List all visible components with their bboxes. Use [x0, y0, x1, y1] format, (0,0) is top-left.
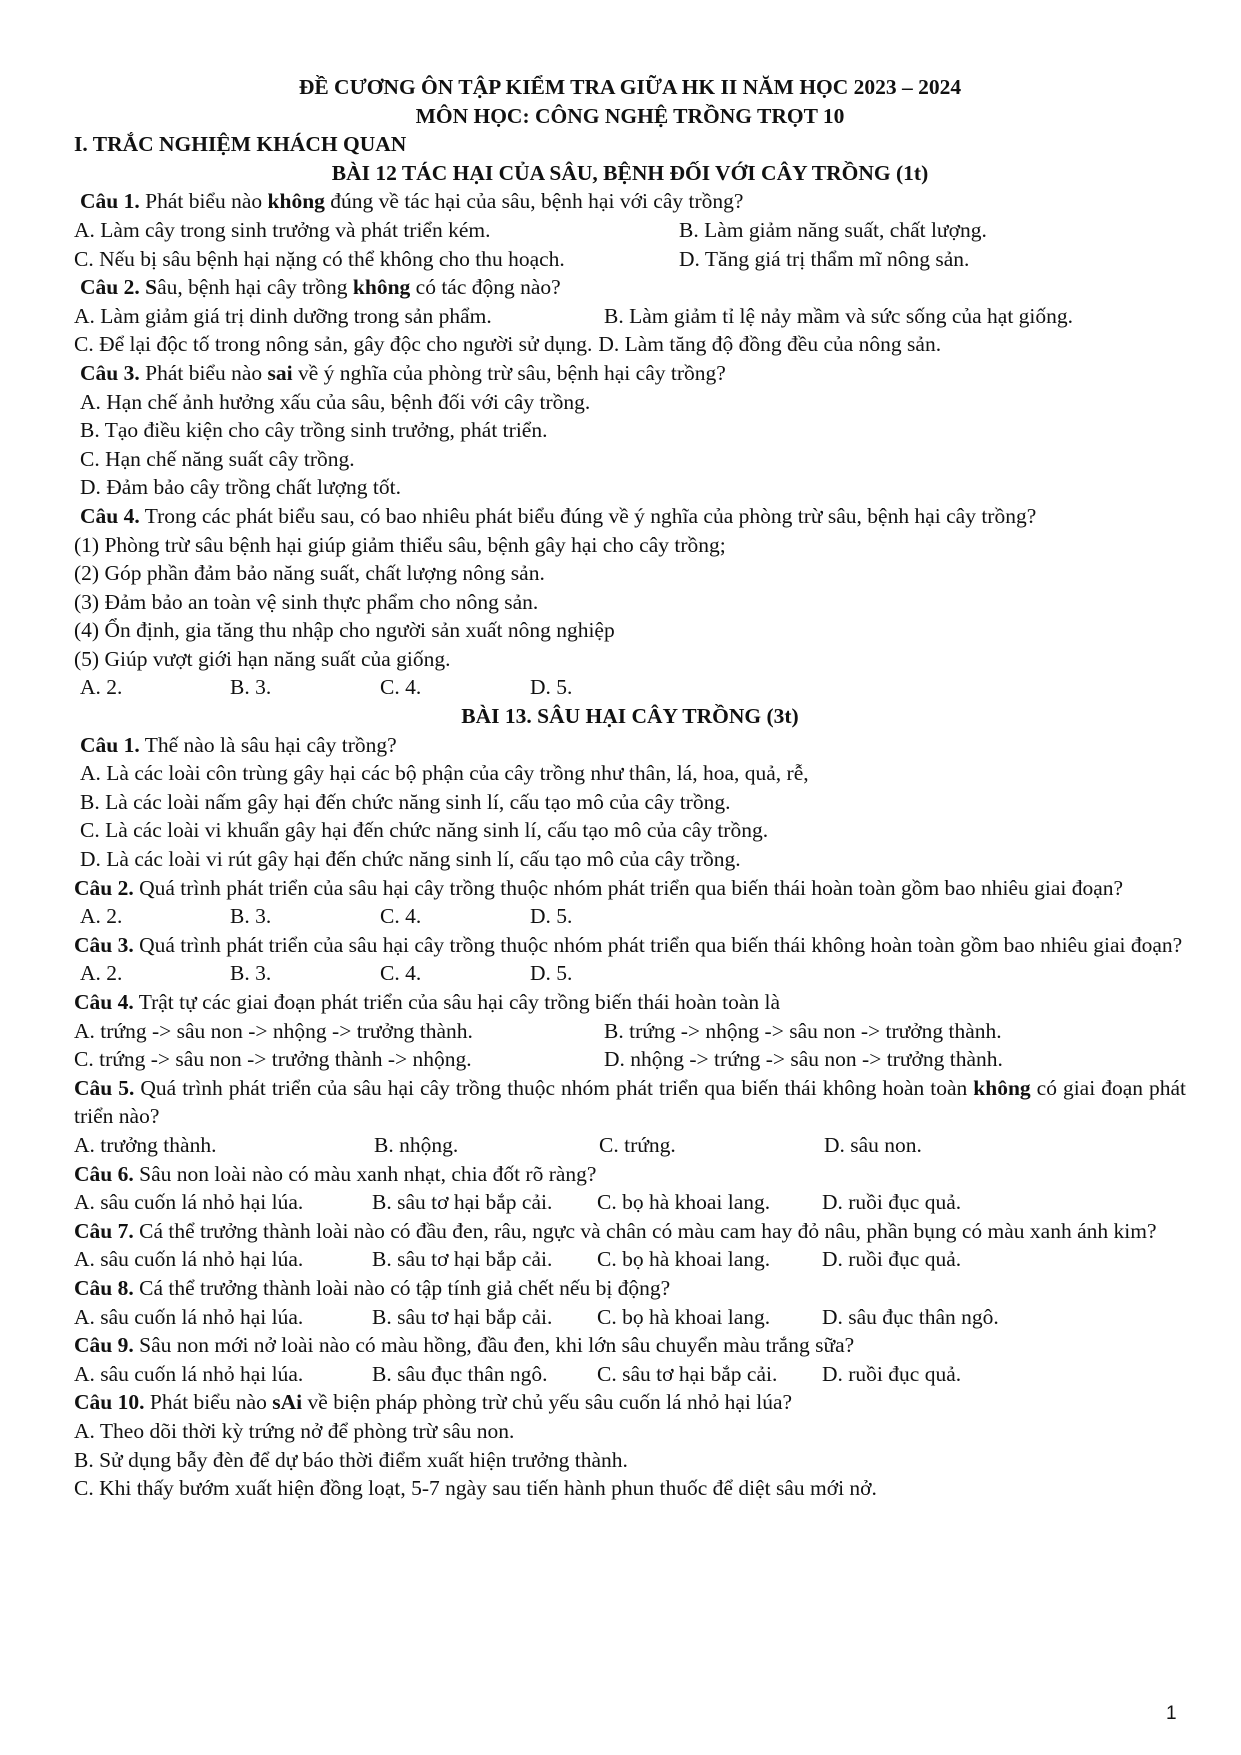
question-label: Câu 3.: [80, 360, 140, 385]
question-label: Câu 6.: [74, 1161, 134, 1186]
question-stem: Câu 3. Phát biểu nào sai về ý nghĩa của phòng trừ sâu, bệnh hại cây trồng?: [80, 360, 726, 385]
answer-row: [74, 245, 1186, 274]
answer-option: A. Hạn chế ảnh hưởng xấu của sâu, bệnh đối với cây trồng.: [80, 389, 591, 414]
answer-row: [74, 1131, 1186, 1160]
question-label: Câu 4.: [74, 990, 134, 1014]
question-label: Câu 1.: [80, 732, 140, 757]
answer-option: C. 4.: [380, 904, 422, 929]
subject-title: MÔN HỌC: CÔNG NGHỆ TRỒNG TRỌT 10: [415, 103, 845, 128]
question-label: Câu 1.: [80, 189, 140, 214]
answer-option: D. 5.: [530, 675, 573, 700]
question-label: Câu 2.: [74, 875, 134, 900]
document-title: ĐỀ CƯƠNG ÔN TẬP KIỂM TRA GIỮA HK II NĂM HỌC 2023 – 2024: [298, 75, 962, 99]
emphasis: không: [973, 1075, 1031, 1100]
question-label: Câu 10.: [74, 1390, 145, 1415]
answer-option: C. Là các loài vi khuẩn gây hại đến chức năng sinh lí, cấu tạo mô của cây trồng.: [80, 818, 769, 843]
answer-option: D. Làm tăng độ đồng đều của nông sản.: [598, 332, 942, 357]
lesson-12-heading: BÀI 12 TÁC HẠI CỦA SÂU, BỆNH ĐỐI VỚI CÂY TRỒNG (1t): [331, 160, 929, 185]
emphasis: không: [267, 189, 325, 214]
statement: (4) Ổn định, gia tăng thu nhập cho người sản xuất nông nghiệp: [74, 618, 615, 643]
answer-option: C. sâu tơ hại bắp cải.: [597, 1361, 778, 1386]
answer-option: A. 2.: [80, 961, 123, 986]
question-label: Câu 7.: [74, 1218, 134, 1243]
answer-option: C. Để lại độc tố trong nông sản, gây độc cho người sử dụng.: [74, 332, 593, 357]
question-stem: Câu 2. Quá trình phát triển của sâu hại cây trồng thuộc nhóm phát triển qua biến thái hoàn toàn gồm bao nhiêu giai đoạn?: [74, 875, 1124, 900]
page-number: 1: [1166, 1703, 1177, 1724]
answer-row: [74, 302, 1186, 331]
answer-option: D. 5.: [530, 961, 573, 986]
answer-option: B. 3.: [230, 961, 272, 986]
answer-option: B. sâu tơ hại bắp cải.: [372, 1247, 553, 1272]
page-content: [74, 73, 1186, 1503]
answer-option: B. Tạo điều kiện cho cây trồng sinh trưởng, phát triển.: [80, 418, 548, 443]
statement: (3) Đảm bảo an toàn vệ sinh thực phẩm cho nông sản.: [74, 589, 539, 614]
answer-option: B. 3.: [230, 675, 272, 700]
answer-option: C. Nếu bị sâu bệnh hại nặng có thể không cho thu hoạch.: [74, 246, 565, 271]
answer-option: B. Sử dụng bẫy đèn để dự báo thời điểm xuất hiện trưởng thành.: [74, 1447, 628, 1472]
question-label: Câu 4.: [80, 503, 140, 528]
question-stem: Câu 5. Quá trình phát triển của sâu hại cây trồng thuộc nhóm phát triển qua biến thái không hoàn toàn không có giai đoạn phát triển nào?: [74, 1075, 1187, 1129]
statement: (1) Phòng trừ sâu bệnh hại giúp giảm thiểu sâu, bệnh gây hại cho cây trồng;: [74, 532, 726, 557]
answer-option: D. sâu non.: [824, 1132, 922, 1157]
emphasis: sAi: [272, 1390, 303, 1415]
answer-option: B. nhộng.: [374, 1132, 459, 1157]
answer-option: C. bọ hà khoai lang.: [597, 1304, 771, 1329]
answer-option: A. sâu cuốn lá nhỏ hại lúa.: [74, 1304, 304, 1329]
answer-row: [74, 1303, 1186, 1332]
answer-option: C. Hạn chế năng suất cây trồng.: [80, 446, 355, 471]
answer-option: A. 2.: [80, 675, 123, 700]
answer-option: D. Là các loài vi rút gây hại đến chức năng sinh lí, cấu tạo mô của cây trồng.: [80, 847, 741, 872]
answer-row: [74, 959, 1186, 988]
statement: (2) Góp phần đảm bảo năng suất, chất lượng nông sản.: [74, 561, 545, 586]
answer-option: B. Làm giảm tỉ lệ nảy mầm và sức sống của hạt giống.: [604, 303, 1074, 328]
answer-option: D. 5.: [530, 904, 573, 929]
question-stem: Câu 3. Quá trình phát triển của sâu hại cây trồng thuộc nhóm phát triển qua biến thái không hoàn toàn gồm bao nhiêu giai đoạn?: [74, 932, 1183, 957]
answer-option: B. sâu tơ hại bắp cải.: [372, 1190, 553, 1215]
answer-option: D. sâu đục thân ngô.: [822, 1304, 999, 1329]
answer-option: D. nhộng -> trứng -> sâu non -> trưởng thành.: [604, 1047, 1003, 1072]
answer-row: [74, 1017, 1186, 1046]
question-stem: Câu 1. Thế nào là sâu hại cây trồng?: [80, 732, 397, 757]
answer-option: A. sâu cuốn lá nhỏ hại lúa.: [74, 1247, 304, 1272]
question-stem: Câu 10. Phát biểu nào sAi về biện pháp phòng trừ chủ yếu sâu cuốn lá nhỏ hại lúa?: [74, 1390, 793, 1415]
answer-option: C. 4.: [380, 961, 422, 986]
question-label: Câu 8.: [74, 1275, 134, 1300]
answer-option: B. trứng -> nhộng -> sâu non -> trưởng thành.: [604, 1018, 1002, 1043]
answer-option: B. Là các loài nấm gây hại đến chức năng sinh lí, cấu tạo mô của cây trồng.: [80, 789, 731, 814]
emphasis: không: [352, 275, 411, 300]
answer-option: D. Đảm bảo cây trồng chất lượng tốt.: [80, 475, 401, 500]
question-stem: Câu 4. Trật tự các giai đoạn phát triển của sâu hại cây trồng biến thái hoàn toàn là: [74, 990, 781, 1014]
answer-option: D. ruồi đục quả.: [822, 1247, 962, 1272]
question-stem: Câu 6. Sâu non loài nào có màu xanh nhạt, chia đốt rõ ràng?: [74, 1161, 597, 1186]
answer-option: B. 3.: [230, 904, 272, 929]
answer-row: [74, 1245, 1186, 1274]
question-label: Câu 3.: [74, 932, 134, 957]
answer-row: [74, 902, 1186, 931]
emphasis: sai: [267, 360, 293, 385]
answer-row: [74, 1188, 1186, 1217]
question-stem: Câu 2. Sâu, bệnh hại cây trồng không có tác động nào?: [80, 275, 561, 300]
answer-option: A. Theo dõi thời kỳ trứng nở để phòng trừ sâu non.: [74, 1418, 515, 1443]
answer-option: D. Tăng giá trị thẩm mĩ nông sản.: [679, 246, 970, 271]
answer-option: A. Làm cây trong sinh trưởng và phát triển kém.: [74, 217, 491, 242]
question-stem: Câu 1. Phát biểu nào không đúng về tác hại của sâu, bệnh hại với cây trồng?: [80, 189, 744, 214]
answer-option: A. trứng -> sâu non -> nhộng -> trưởng thành.: [74, 1018, 473, 1043]
answer-row: [74, 1360, 1186, 1389]
answer-option: D. ruồi đục quả.: [822, 1361, 962, 1386]
answer-option: C. bọ hà khoai lang.: [597, 1247, 771, 1272]
answer-row: [74, 216, 1186, 245]
answer-option: A. sâu cuốn lá nhỏ hại lúa.: [74, 1190, 304, 1215]
question-stem: Câu 9. Sâu non mới nở loài nào có màu hồng, đầu đen, khi lớn sâu chuyển màu trắng sữa?: [74, 1333, 855, 1358]
question-stem: Câu 4. Trong các phát biểu sau, có bao nhiêu phát biểu đúng về ý nghĩa của phòng trừ sâu, bệnh hại cây trồng?: [80, 503, 1037, 528]
lesson-13-heading: BÀI 13. SÂU HẠI CÂY TRỒNG (3t): [461, 704, 799, 729]
answer-option: B. Làm giảm năng suất, chất lượng.: [679, 217, 987, 242]
answer-row: [74, 1045, 1186, 1074]
answer-option: D. ruồi đục quả.: [822, 1190, 962, 1215]
answer-option: C. trứng -> sâu non -> trưởng thành -> nhộng.: [74, 1047, 472, 1072]
answer-option: A. Là các loài côn trùng gây hại các bộ phận của cây trồng như thân, lá, hoa, quả, rễ,: [80, 761, 809, 786]
question-label: Câu 5.: [74, 1075, 135, 1100]
answer-option: C. trứng.: [599, 1132, 676, 1157]
answer-option: A. trưởng thành.: [74, 1132, 217, 1157]
question-label: Câu 2. S: [80, 275, 158, 300]
statement: (5) Giúp vượt giới hạn năng suất của giống.: [74, 646, 451, 671]
answer-option: B. sâu đục thân ngô.: [372, 1361, 548, 1386]
answer-row: [74, 330, 1186, 359]
answer-row: [74, 673, 1186, 702]
section-heading: I. TRẮC NGHIỆM KHÁCH QUAN: [74, 132, 407, 157]
answer-option: A. 2.: [80, 904, 123, 929]
question-label: Câu 9.: [74, 1333, 134, 1358]
answer-option: C. bọ hà khoai lang.: [597, 1190, 771, 1215]
answer-option: B. sâu tơ hại bắp cải.: [372, 1304, 553, 1329]
question-stem: Câu 7. Cá thể trưởng thành loài nào có đầu đen, râu, ngực và chân có màu cam hay đỏ nâu, phần bụng có màu xanh ánh kim?: [74, 1218, 1157, 1243]
answer-option: C. 4.: [380, 675, 422, 700]
answer-option: A. Làm giảm giá trị dinh dưỡng trong sản phẩm.: [74, 303, 492, 328]
answer-option: C. Khi thấy bướm xuất hiện đồng loạt, 5-7 ngày sau tiến hành phun thuốc để diệt sâu mới nở.: [74, 1476, 877, 1501]
question-stem: Câu 8. Cá thể trưởng thành loài nào có tập tính giả chết nếu bị động?: [74, 1275, 671, 1300]
answer-option: A. sâu cuốn lá nhỏ hại lúa.: [74, 1361, 304, 1386]
